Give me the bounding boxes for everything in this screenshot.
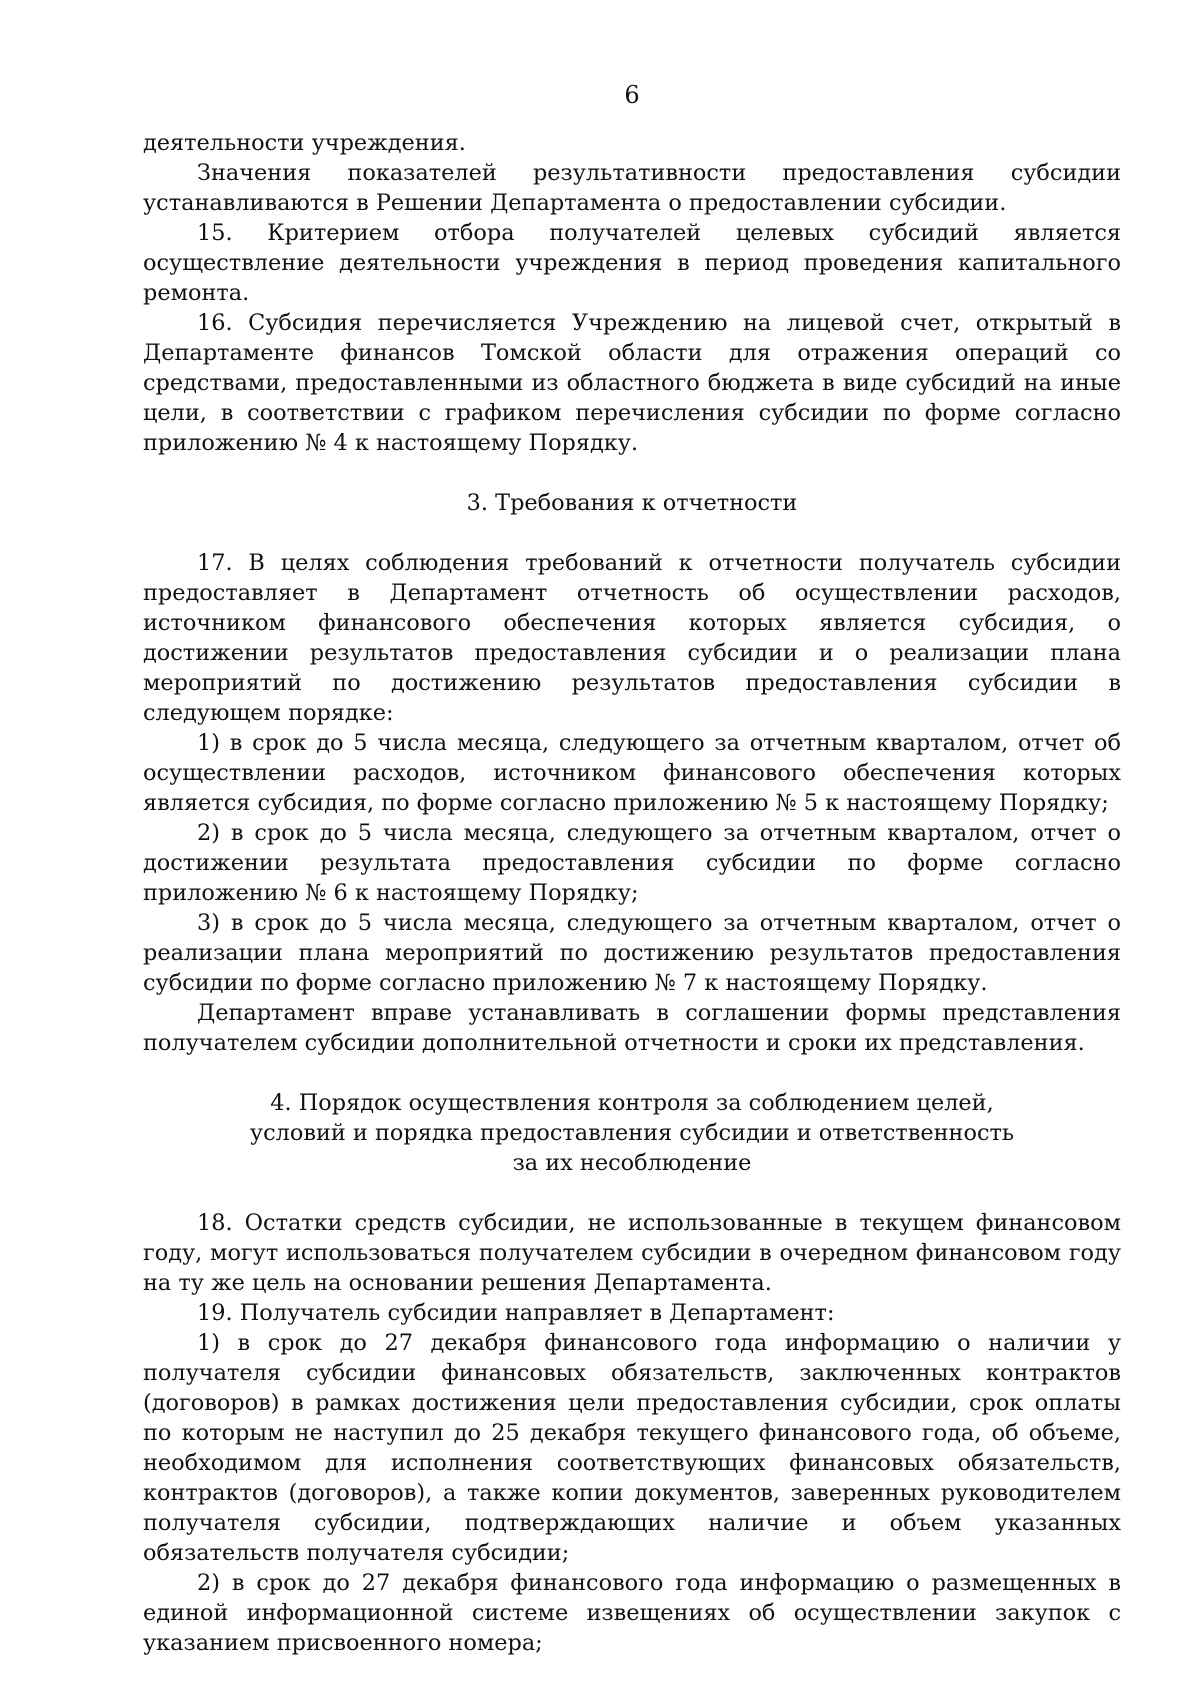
paragraph: Департамент вправе устанавливать в соглашении формы представления получателем субсидии дополнительной отчетности и сроки их представления. xyxy=(143,1000,1121,1056)
document-body xyxy=(143,128,1121,1658)
subitem-3: 3) в срок до 5 числа месяца, следующего за отчетным кварталом, отчет о реализации плана мероприятий по достижению результатов предоставления субсидии по форме согласно приложению № 7 к настоящему Порядку. xyxy=(143,910,1121,996)
subitem-2: 2) в срок до 27 декабря финансового года информацию о размещенных в единой информационной системе извещениях об осуществлении закупок с указанием присвоенного номера; xyxy=(143,1570,1121,1656)
paragraph-item-15: 15. Критерием отбора получателей целевых субсидий является осуществление деятельности учреждения в период проведения капитального ремонта. xyxy=(143,220,1121,306)
subitem-1: 1) в срок до 27 декабря финансового года информацию о наличии у получателя субсидии финансовых обязательств, заключенных контрактов (договоров) в рамках достижения цели предоставления субсидии, срок оплаты по которым не наступил до 25 декабря текущего финансового года, об объеме, необходимом для исполнения соответствующих финансовых обязательств, контрактов (договоров), а также копии документов, заверенных руководителем получателя субсидии, подтверждающих наличие и объем указанных обязательств получателя субсидии; xyxy=(143,1330,1121,1566)
paragraph-item-19: 19. Получатель субсидии направляет в Департамент: xyxy=(197,1300,835,1326)
subitem-2: 2) в срок до 5 числа месяца, следующего за отчетным кварталом, отчет о достижении результата предоставления субсидии по форме согласно приложению № 6 к настоящему Порядку; xyxy=(143,820,1121,906)
paragraph: Значения показателей результативности предоставления субсидии устанавливаются в Решении Департамента о предоставлении субсидии. xyxy=(143,160,1121,216)
paragraph-item-16: 16. Субсидия перечисляется Учреждению на лицевой счет, открытый в Департаменте финансов Томской области для отражения операций со средствами, предоставленными из областного бюджета в виде субсидий на иные цели, в соответствии с графиком перечисления субсидии по форме согласно приложению № 4 к настоящему Порядку. xyxy=(143,310,1121,456)
paragraph-item-17: 17. В целях соблюдения требований к отчетности получатель субсидии предоставляет в Департамент отчетность об осуществлении расходов, источником финансового обеспечения которых является субсидия, о достижении результатов предоставления субсидии и о реализации плана мероприятий по достижению результатов предоставления субсидии в следующем порядке: xyxy=(143,550,1121,726)
section-3-body xyxy=(143,548,1121,1058)
page-number: 6 xyxy=(624,81,640,109)
section-4-heading-line: за их несоблюдение xyxy=(512,1150,752,1176)
subitem-1: 1) в срок до 5 числа месяца, следующего за отчетным кварталом, отчет об осуществлении расходов, источником финансового обеспечения которых является субсидия, по форме согласно приложению № 5 к настоящему Порядку; xyxy=(143,730,1121,816)
section-3-heading: 3. Требования к отчетности xyxy=(466,490,798,516)
section-4-body xyxy=(143,1208,1121,1658)
section-4-heading-line: условий и порядка предоставления субсидии и ответственность xyxy=(249,1120,1015,1146)
section-4-heading-line: 4. Порядок осуществления контроля за соблюдением целей, xyxy=(270,1090,994,1116)
section-4-heading xyxy=(143,1088,1121,1178)
paragraph-continuation: деятельности учреждения. xyxy=(143,130,466,156)
paragraph-item-18: 18. Остатки средств субсидии, не использованные в текущем финансовом году, могут использоваться получателем субсидии в очередном финансовом году на ту же цель на основании решения Департамента. xyxy=(143,1210,1121,1296)
